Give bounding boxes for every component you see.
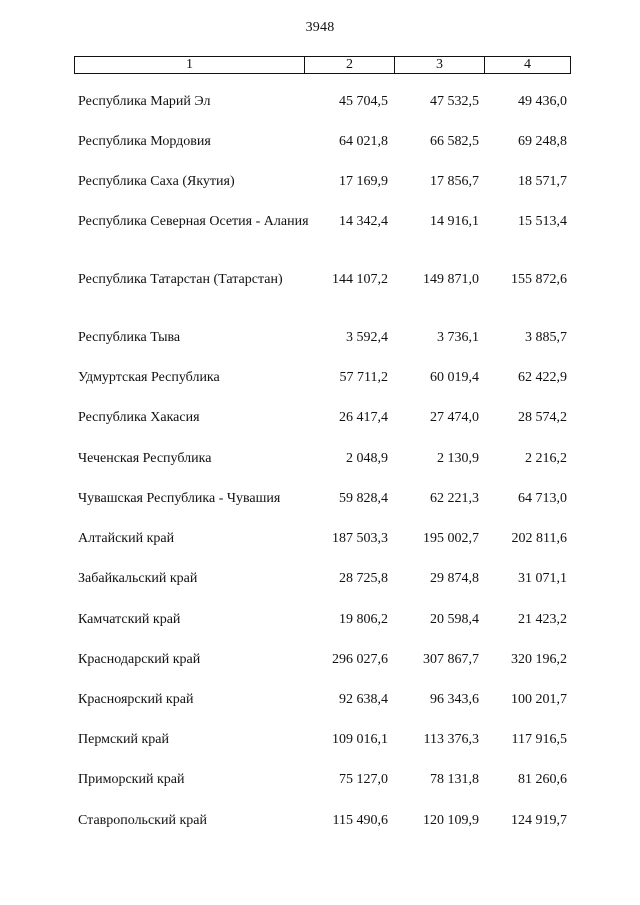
value-col-4: 81 260,6 [518, 772, 567, 787]
value-col-2: 57 711,2 [339, 370, 388, 385]
value-col-4: 15 513,4 [518, 214, 567, 229]
value-col-2: 75 127,0 [339, 772, 388, 787]
value-col-2: 144 107,2 [332, 272, 388, 287]
value-col-2: 64 021,8 [339, 134, 388, 149]
value-col-4: 21 423,2 [518, 612, 567, 627]
value-col-4: 124 919,7 [511, 813, 567, 828]
region-name: Республика Марий Эл [78, 94, 211, 109]
value-col-3: 149 871,0 [423, 272, 479, 287]
value-col-2: 26 417,4 [339, 410, 388, 425]
value-col-4: 155 872,6 [511, 272, 567, 287]
region-name: Краснодарский край [78, 652, 201, 667]
value-col-2: 2 048,9 [346, 451, 388, 466]
region-name: Республика Северная Осетия - Алания [78, 214, 309, 229]
column-header-3: 3 [395, 57, 485, 73]
value-col-2: 3 592,4 [346, 330, 388, 345]
region-name: Красноярский край [78, 692, 194, 707]
column-header-1: 1 [75, 57, 305, 73]
value-col-4: 28 574,2 [518, 410, 567, 425]
value-col-2: 92 638,4 [339, 692, 388, 707]
value-col-3: 3 736,1 [437, 330, 479, 345]
value-col-4: 320 196,2 [511, 652, 567, 667]
value-col-4: 2 216,2 [525, 451, 567, 466]
value-col-2: 19 806,2 [339, 612, 388, 627]
value-col-4: 31 071,1 [518, 571, 567, 586]
value-col-4: 18 571,7 [518, 174, 567, 189]
column-header-2: 2 [305, 57, 395, 73]
value-col-3: 14 916,1 [430, 214, 479, 229]
value-col-4: 49 436,0 [518, 94, 567, 109]
value-col-3: 20 598,4 [430, 612, 479, 627]
region-name: Удмуртская Республика [78, 370, 220, 385]
region-name: Чувашская Республика - Чувашия [78, 491, 281, 506]
value-col-3: 307 867,7 [423, 652, 479, 667]
page-number: 3948 [305, 20, 335, 35]
region-name: Чеченская Республика [78, 451, 212, 466]
value-col-3: 29 874,8 [430, 571, 479, 586]
region-name: Республика Мордовия [78, 134, 211, 149]
value-col-4: 100 201,7 [511, 692, 567, 707]
value-col-2: 296 027,6 [332, 652, 388, 667]
region-name: Республика Хакасия [78, 410, 200, 425]
region-name: Забайкальский край [78, 571, 198, 586]
value-col-3: 27 474,0 [430, 410, 479, 425]
region-name: Ставропольский край [78, 813, 207, 828]
value-col-3: 120 109,9 [423, 813, 479, 828]
region-name: Республика Тыва [78, 330, 181, 345]
value-col-3: 17 856,7 [430, 174, 479, 189]
value-col-3: 96 343,6 [430, 692, 479, 707]
value-col-4: 64 713,0 [518, 491, 567, 506]
value-col-4: 62 422,9 [518, 370, 567, 385]
value-col-2: 14 342,4 [339, 214, 388, 229]
value-col-3: 60 019,4 [430, 370, 479, 385]
value-col-3: 62 221,3 [430, 491, 479, 506]
region-name: Пермский край [78, 732, 169, 747]
region-name: Приморский край [78, 772, 185, 787]
value-col-2: 115 490,6 [332, 813, 388, 828]
region-name: Республика Саха (Якутия) [78, 174, 235, 189]
value-col-2: 59 828,4 [339, 491, 388, 506]
value-col-2: 109 016,1 [332, 732, 388, 747]
value-col-3: 195 002,7 [423, 531, 479, 546]
value-col-4: 202 811,6 [511, 531, 567, 546]
region-name: Алтайский край [78, 531, 175, 546]
value-col-4: 3 885,7 [525, 330, 567, 345]
value-col-3: 66 582,5 [430, 134, 479, 149]
region-name: Республика Татарстан (Татарстан) [78, 272, 283, 287]
value-col-2: 45 704,5 [339, 94, 388, 109]
value-col-2: 17 169,9 [339, 174, 388, 189]
column-header-4: 4 [524, 57, 531, 72]
region-name: Камчатский край [78, 612, 181, 627]
value-col-3: 47 532,5 [430, 94, 479, 109]
value-col-3: 78 131,8 [430, 772, 479, 787]
value-col-4: 117 916,5 [511, 732, 567, 747]
value-col-3: 2 130,9 [437, 451, 479, 466]
value-col-3: 113 376,3 [423, 732, 479, 747]
value-col-2: 187 503,3 [332, 531, 388, 546]
value-col-2: 28 725,8 [339, 571, 388, 586]
value-col-4: 69 248,8 [518, 134, 567, 149]
